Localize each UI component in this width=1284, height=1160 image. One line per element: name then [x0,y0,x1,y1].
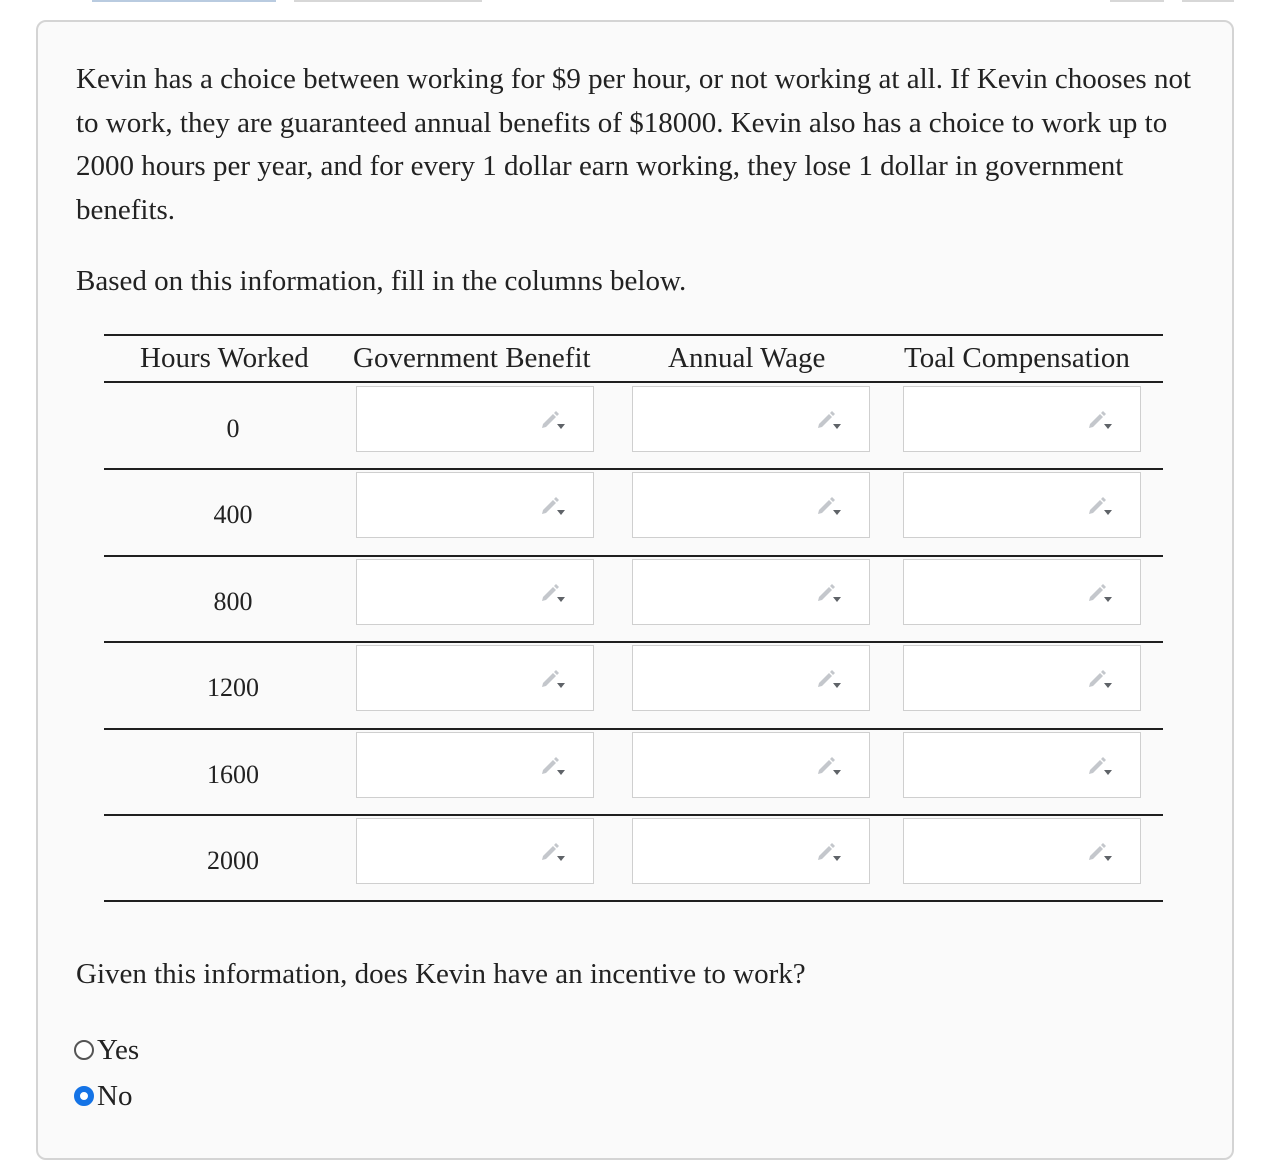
benefit-input[interactable] [356,732,594,798]
pencil-dropdown-icon[interactable] [1088,668,1112,690]
question-card [36,20,1234,1160]
pencil-dropdown-icon[interactable] [541,841,565,863]
pencil-dropdown-icon[interactable] [817,409,841,431]
hours-cell: 0 [226,414,240,443]
benefit-input[interactable] [356,818,594,884]
question-prompt: Kevin has a choice between working for $9 per hour, or not working at all. If Kevin chooses not to work, they are guaranteed annual benefits of $18000. Kevin also has a choice to work up to 2000 hours per year, and for every 1 dollar earn working, they lose 1 dollar in government benefits. [76,63,1192,226]
total-input[interactable] [903,818,1141,884]
total-input[interactable] [903,645,1141,711]
top-tab-4[interactable] [1182,0,1234,2]
top-tab-3[interactable] [1110,0,1164,2]
table-row-rule [104,728,1163,730]
pencil-dropdown-icon[interactable] [817,668,841,690]
hours-cell: 400 [213,500,253,530]
pencil-dropdown-icon[interactable] [817,582,841,604]
wage-input[interactable] [632,732,870,798]
pencil-dropdown-icon[interactable] [541,495,565,517]
option-no-label: No [97,1079,133,1112]
table-row-rule [104,555,1163,557]
radio-no[interactable] [74,1086,94,1106]
total-input[interactable] [903,559,1141,625]
benefit-input[interactable] [356,386,594,452]
option-yes-label: Yes [97,1033,140,1066]
wage-input[interactable] [632,386,870,452]
table-header-rule [104,381,1163,383]
option-yes[interactable] [74,1033,139,1067]
column-header-hours: Hours Worked [140,342,309,374]
total-input[interactable] [903,732,1141,798]
option-no[interactable] [74,1079,132,1113]
pencil-dropdown-icon[interactable] [817,755,841,777]
pencil-dropdown-icon[interactable] [1088,582,1112,604]
pencil-dropdown-icon[interactable] [541,582,565,604]
benefit-input[interactable] [356,645,594,711]
followup-question: Given this information, does Kevin have an incentive to work? [76,958,806,990]
pencil-dropdown-icon[interactable] [1088,755,1112,777]
hours-cell: 1600 [207,759,259,789]
table-row-rule [104,900,1163,902]
top-tab-2[interactable] [294,0,482,2]
top-tab-1[interactable] [92,0,276,2]
total-input[interactable] [903,386,1141,452]
hours-cell: 1200 [207,673,259,703]
hours-cell: 800 [213,586,253,616]
pencil-dropdown-icon[interactable] [541,409,565,431]
wage-input[interactable] [632,818,870,884]
wage-input[interactable] [632,559,870,625]
pencil-dropdown-icon[interactable] [1088,841,1112,863]
hours-cell: 2000 [207,846,259,875]
total-input[interactable] [903,472,1141,538]
wage-input[interactable] [632,472,870,538]
pencil-dropdown-icon[interactable] [541,668,565,690]
pencil-dropdown-icon[interactable] [1088,409,1112,431]
pencil-dropdown-icon[interactable] [817,495,841,517]
column-header-total-compensation: Toal Compensation [904,342,1130,374]
top-tab-strip [0,0,1284,4]
pencil-dropdown-icon[interactable] [541,755,565,777]
wage-input[interactable] [632,645,870,711]
pencil-dropdown-icon[interactable] [817,841,841,863]
table-row-rule [104,814,1163,816]
radio-yes[interactable] [74,1040,94,1060]
column-header-annual-wage: Annual Wage [668,342,826,374]
table-top-rule [104,334,1163,336]
column-header-government-benefit: Government Benefit [353,342,591,374]
question-instruction: Based on this information, fill in the columns below. [76,265,687,297]
benefit-input[interactable] [356,559,594,625]
benefit-input[interactable] [356,472,594,538]
table-row-rule [104,468,1163,470]
table-row-rule [104,641,1163,643]
pencil-dropdown-icon[interactable] [1088,495,1112,517]
